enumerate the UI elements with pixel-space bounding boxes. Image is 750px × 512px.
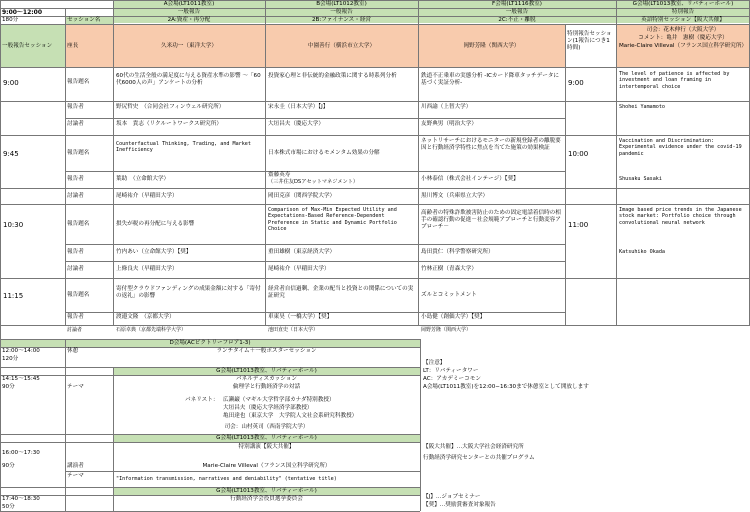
presenter: 齋藤英寿 xyxy=(268,172,291,178)
special-time: 11:00 xyxy=(568,221,589,229)
keynote-title: 特別講演【阪大共催】 xyxy=(238,444,295,450)
morning-duration: 180分 xyxy=(2,17,19,23)
panel-duration: 90分 xyxy=(2,384,15,390)
talk-title: 高齢者の特殊詐欺被害防止のための固定電話着信時の相手の確認行動の促進－社会規範アプローチと行動変容アプローチ－ xyxy=(421,210,561,230)
notes-heading: 【注意】 xyxy=(423,360,446,366)
special-time: 9:00 xyxy=(568,79,584,87)
presenter-label: 報告者 xyxy=(67,176,84,182)
presenter-label: 報告者 xyxy=(67,249,84,255)
presenter: 渡邉文隆 （京都大学） xyxy=(116,314,175,320)
lunch-duration: 120分 xyxy=(2,356,19,362)
panel-name: パネルディスカッション xyxy=(236,376,297,382)
room-a-header: A会場(LT1011教室) xyxy=(163,1,215,7)
special-presenter: Katsuhiko Okada xyxy=(619,249,666,255)
title-label: 報告題名 xyxy=(67,79,90,85)
talk-title: 60代の生活全般の満足度に与える資産水準の影響 ～「60代6000人の声」アンケートの分析 xyxy=(116,73,261,86)
chair-a: 久米功一（東洋大学） xyxy=(161,43,217,49)
talk-title: 投資家心理と非伝統的金融政策に関する時系列分析 xyxy=(268,73,397,79)
discussant: 岡田克彦（関西学院大学） xyxy=(268,193,336,199)
talk-title: 経営者自信過剰、企業の配当と投資との関係についての実証研究 xyxy=(268,286,414,299)
g-chair: 司会：花木伸行（大阪大学） xyxy=(646,27,720,33)
presenter: 小林泰信（株式会社インテージ）【奨】 xyxy=(421,176,519,182)
presenter: 宋永圭（日本大学）【J】 xyxy=(268,104,329,110)
title-label: 報告題名 xyxy=(67,292,90,298)
panel-room: G会場(LT1013教室、リバティーホール) xyxy=(216,368,317,374)
keynote-duration: 90分 xyxy=(2,463,15,469)
talk-title: 損失が税の再分配に与える影響 xyxy=(116,221,195,227)
block-time: 9:00 xyxy=(3,79,19,87)
presenter: 竹内あい（立命館大学）【奨】 xyxy=(116,249,192,255)
block-time: 9:45 xyxy=(3,150,19,158)
note-ac: AC：アカデミーコモン xyxy=(423,376,481,382)
session-type-b: 一般報告 xyxy=(330,9,353,15)
note-osaka: 【阪大共催】…大阪大学社会経済研究所 xyxy=(423,444,524,450)
presenter: 小島健（創価大学）【奨】 xyxy=(421,314,486,320)
panel-moderator: 司会：山村英司（西南学院大学） xyxy=(224,424,309,430)
keynote-theme-label: テーマ xyxy=(67,473,84,479)
note-prize: 【奨】…奨励賞審査対象報告 xyxy=(423,502,496,508)
session-name-a: 2A:資産・再分配 xyxy=(167,17,211,23)
talk-title: ネットリサーチにおけるモニターの新規登録者の離脱要因と行動経済学特性に焦点を当てた施策の効果検証 xyxy=(421,138,561,151)
lunch-label: 休憩 xyxy=(67,348,79,354)
lunch-time: 12:00〜14:00 xyxy=(2,348,40,354)
note-osaka-2: 行動経済学研究センターとの共催プログラム xyxy=(423,455,535,461)
presenter-label: 報告者 xyxy=(67,314,84,320)
meeting-name: 行動経済学会役員選挙委員会 xyxy=(230,496,303,502)
g-comment: コメント：亀井 憲樹（慶応大学） xyxy=(638,35,728,41)
speaker-label: 講演者 xyxy=(67,463,84,469)
g-comment-2: Marie-Claire Villeval（フランス国立科学研究所） xyxy=(618,43,748,49)
discussant-label: 討論者 xyxy=(67,266,84,272)
presenter: 車東昊（一橋大学）【奨】 xyxy=(268,314,333,320)
talk-title: Counterfactual Thinking, Trading, and Market Inefficiency xyxy=(116,141,251,154)
session-name-label: セッション名 xyxy=(67,17,101,23)
discussant: 竹林正樹（青森大学） xyxy=(421,266,477,272)
talk-title: Comparison of Max-Min Expected Utility and Expectations-Based Reference-Dependent Preference in Static and Dynamic Portfolio Choice xyxy=(268,207,397,233)
room-b-header: B会場(LT1012教室) xyxy=(316,1,367,7)
panelist: 大垣昌夫（慶応大学経済学部教授） xyxy=(223,405,313,411)
keynote-theme: "Information transmission, narratives and deniability" (tentative title) xyxy=(116,476,337,482)
session-type-a: 一般報告 xyxy=(177,9,201,15)
chair-label: 座長 xyxy=(67,43,79,49)
presenter-affiliation: （三井住友DSアセットマネジメント） xyxy=(268,179,359,185)
discussant-label: 討論者 xyxy=(67,121,84,127)
keynote-time: 16:00〜17:30 xyxy=(2,450,40,456)
panelist: 亀田達也（東京大学 大学院人文社会系研究科教授） xyxy=(223,413,358,419)
morning-time-range: 9:00〜12:00 xyxy=(2,9,43,16)
discussant: 岡野芳隆（関西大学） xyxy=(421,327,472,333)
discussant-label: 討論者 xyxy=(67,193,84,199)
block-time: 10:30 xyxy=(3,221,24,229)
presenter: 野尻哲史 （合同会社フィンウェル研究所） xyxy=(116,104,225,110)
meeting-duration: 50分 xyxy=(2,504,15,510)
room-f-header: F会場(LT1116教室) xyxy=(492,1,542,7)
special-time: 10:00 xyxy=(568,150,589,158)
special-presenter: Shohei Yamamoto xyxy=(619,104,666,110)
presenter: 島田貴仁（科学警察研究所） xyxy=(421,249,494,255)
discussant: 大垣昌夫（慶応大学） xyxy=(268,121,324,127)
title-label: 報告題名 xyxy=(67,150,90,156)
presenter-label: 報告者 xyxy=(67,104,84,110)
special-title: Vaccination and Discrimination: Experimental evidence under the covid-19 pandemic xyxy=(619,138,742,157)
panel-theme: 倫理学と行動経済学の対話 xyxy=(232,384,301,390)
panelist: 広瀬巌（マギル大学哲学部カナダ特別教授） xyxy=(223,397,335,403)
special-presenter: Shusaku Sasaki xyxy=(619,176,662,182)
discussant: 石原卓典（京都先端科学大学） xyxy=(116,327,187,333)
lunch-room: D会場(ACピクトリーフロア1-3) xyxy=(169,340,251,346)
note-job-seminar: 【J】…ジョブセミナー xyxy=(423,494,481,500)
panel-theme-label: テーマ xyxy=(67,384,84,390)
talk-title: 鉄道不正乗車の実態分析 -ICカード降車タッチデータに基づく実証分析- xyxy=(421,73,560,86)
meeting-room: G会場(LT1013教室、リバティーホール) xyxy=(216,488,317,494)
panel-time: 14:15〜15:45 xyxy=(2,376,40,382)
block-time: 11:15 xyxy=(3,292,24,300)
presenter: 重田雄樹（東京経済大学） xyxy=(268,249,336,255)
session-name-b: 2B:ファイナンス・経営 xyxy=(311,17,372,23)
special-title: The level of patience is affected by investment and loan framing in intertemporal choice xyxy=(619,71,730,90)
talk-title: 寄付型クラウドファンディングの成果金額に対する「寄付の返礼」の影響 xyxy=(116,286,261,299)
session-type-g: 特別報告 xyxy=(671,9,695,15)
session-name-f: 2C:不正・離脱 xyxy=(498,17,536,23)
general-session-label: 一般報告セッション xyxy=(2,43,53,49)
title-label: 報告題名 xyxy=(67,221,90,227)
presenter: 葉助 （立命館大学） xyxy=(116,176,170,182)
special-title: Image based price trends in the Japanese stock market: Portfolio choice through convolutional neural network xyxy=(619,207,742,226)
discussant: 尾崎祐介（早稲田大学） xyxy=(116,193,178,199)
talk-title: 日本株式市場におけるモメンタム効果の分解 xyxy=(268,150,380,156)
presenter: 川西諭（上智大学） xyxy=(421,104,472,110)
panelists-label: パネリスト： xyxy=(185,397,219,403)
discussant: 坂本 貴志（リクルートワークス研究所） xyxy=(116,121,222,127)
discussant: 黒川博文（兵庫県立大学） xyxy=(421,193,489,199)
keynote-room: G会場(LT1013教室、リバティーホール) xyxy=(216,435,317,441)
chair-f: 岡野芳隆（関西大学） xyxy=(463,43,520,49)
discussant: 友野典男（明治大学） xyxy=(421,121,477,127)
note-a-room: A会場(LT1011教室)を12:00−16:30まで休憩室として開放します xyxy=(423,384,589,390)
room-g-header: G会場(LT1013教室、リバティーホール) xyxy=(632,1,734,7)
discussant: 池田直史（日本大学） xyxy=(268,327,319,333)
session-name-g: 英語特別セッション【阪大共催】 xyxy=(641,17,725,23)
special-session-label: 特別報告セッション(1報告につき1時間) xyxy=(567,31,612,51)
chair-b: 中園善行（横浜市立大学） xyxy=(307,43,376,49)
discussant-label: 討論者 xyxy=(67,327,83,333)
meeting-time: 17:40〜18:30 xyxy=(2,496,40,502)
session-type-f: 一般報告 xyxy=(505,9,529,15)
discussant: 尾崎祐介（早稲田大学） xyxy=(268,266,330,272)
discussant: 上條良夫（早稲田大学） xyxy=(116,266,178,272)
note-lt: LT：リバティータワー xyxy=(423,368,479,374)
lunch-desc: ランチタイム＋一般ポスターセッション xyxy=(216,348,317,354)
keynote-speaker: Marie-Claire Villeval（フランス国立科学研究所） xyxy=(202,463,331,469)
talk-title: ズルとコミットメント xyxy=(421,292,477,298)
